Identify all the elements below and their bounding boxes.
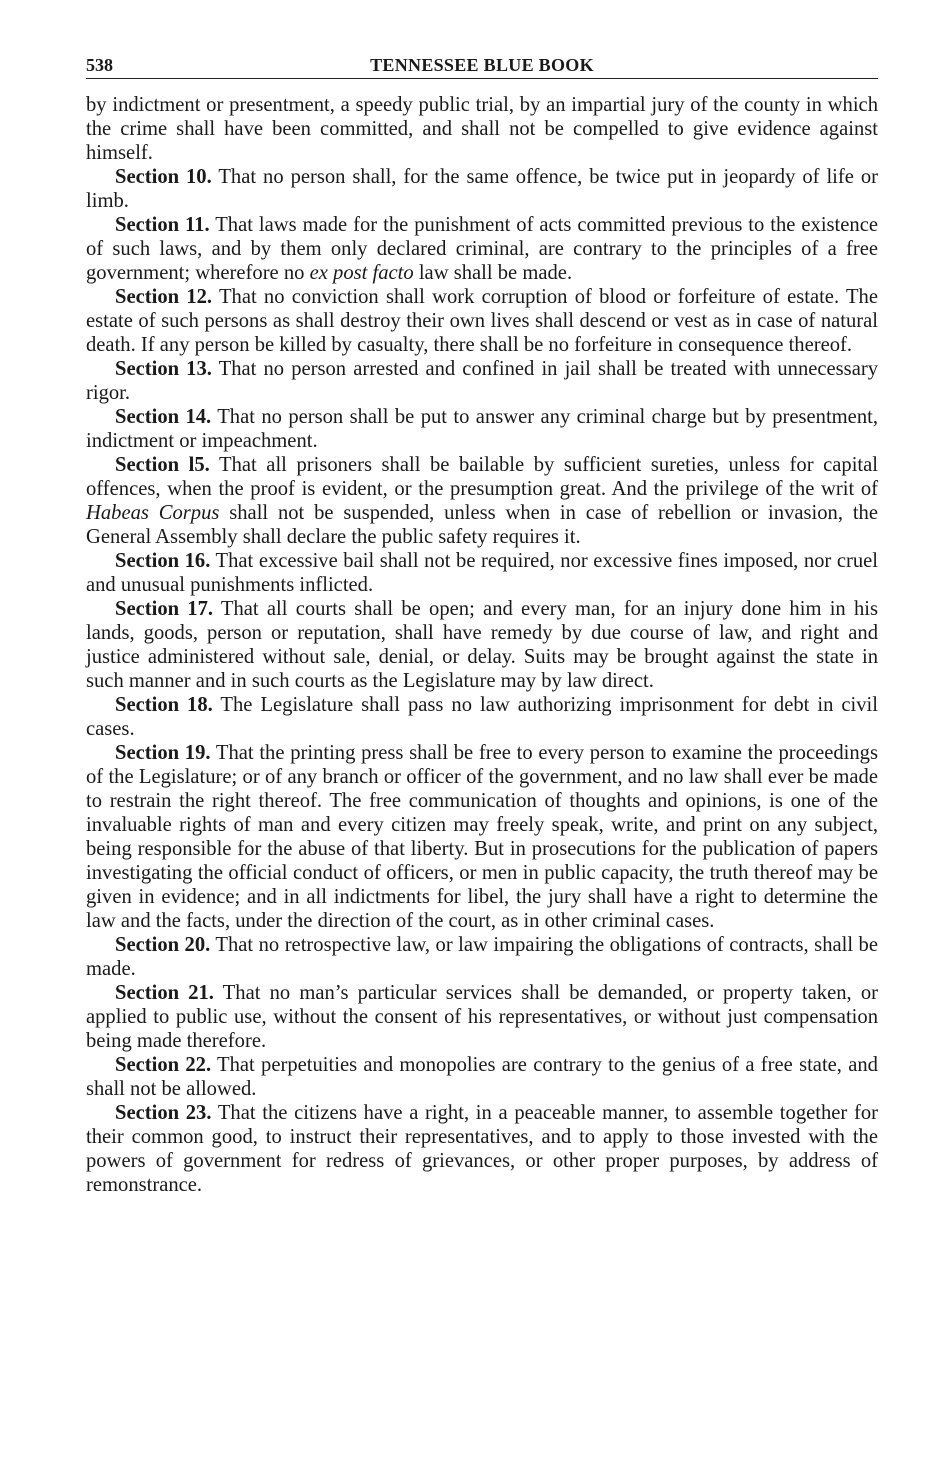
- section-label: Section 12.: [115, 286, 213, 308]
- section-22: [86, 1053, 878, 1101]
- book-title: TENNESSEE BLUE BOOK: [370, 55, 594, 75]
- page-number: 538: [86, 55, 113, 75]
- running-header: [86, 52, 878, 79]
- section-19: [86, 741, 878, 933]
- section-text: That all prisoners shall be bailable by sufficient sureties, unless for capital offences, when the proof is evident, or the presumption great. And the privilege of the writ of: [86, 454, 878, 500]
- section-label: Section 16.: [115, 550, 211, 572]
- section-label: Section 10.: [115, 166, 212, 188]
- section-text: That the citizens have a right, in a peaceable manner, to assemble together for their common good, to instruct their representatives, and to apply to those invested with the powers of government for redress of grievances, or other proper purposes, by address of remonstrance.: [86, 1102, 878, 1196]
- continuation-paragraph: by indictment or presentment, a speedy public trial, by an impartial jury of the county in which the crime shall have been committed, and shall not be compelled to give evidence against himself.: [86, 94, 878, 164]
- section-text: That perpetuities and monopolies are contrary to the genius of a free state, and shall not be allowed.: [86, 1054, 878, 1100]
- section-text: That the printing press shall be free to every person to examine the proceedings of the Legislature; or of any branch or officer of the government, and no law shall ever be made to restrain the right thereof. The free communication of thoughts and opinions, is one of the invaluable rights of man and every citizen may freely speak, write, and print on any subject, being responsible for the abuse of that liberty. But in prosecutions for the publication of papers investigating the official conduct of officers, or men in public capacity, the truth thereof may be given in evidence; and in all indictments for libel, the jury shall have a right to determine the law and the facts, under the direction of the court, as in other criminal cases.: [86, 742, 878, 932]
- section-text: That no person shall, for the same offence, be twice put in jeopardy of life or limb.: [86, 166, 878, 212]
- section-23: [86, 1101, 878, 1197]
- section-italic-term: Habeas Corpus: [86, 502, 220, 524]
- section-label: Section 22.: [115, 1054, 212, 1076]
- section-11: [86, 213, 878, 285]
- document-page: [86, 52, 878, 1197]
- section-label: Section 11.: [115, 214, 210, 236]
- section-label: Section l5.: [115, 454, 210, 476]
- section-text: law shall be made.: [413, 262, 573, 284]
- section-text: The Legislature shall pass no law authorizing imprisonment for debt in civil cases.: [86, 694, 878, 740]
- section-text: That excessive bail shall not be required, nor excessive fines imposed, nor cruel and unusual punishments inflicted.: [86, 550, 878, 596]
- section-label: Section 19.: [115, 742, 211, 764]
- section-12: [86, 285, 878, 357]
- section-text: That no retrospective law, or law impairing the obligations of contracts, shall be made.: [86, 934, 878, 980]
- section-text: That no person shall be put to answer any criminal charge but by presentment, indictment or impeachment.: [86, 406, 878, 452]
- section-italic-term: ex post facto: [309, 262, 414, 284]
- section-text: That all courts shall be open; and every man, for an injury done him in his lands, goods, person or reputation, shall have remedy by due course of law, and right and justice administered without sale, denial, or delay. Suits may be brought against the state in such manner and in such courts as the Legislature may by law direct.: [86, 598, 878, 692]
- section-15: [86, 453, 878, 549]
- section-13: [86, 357, 878, 405]
- section-label: Section 18.: [115, 694, 213, 716]
- section-label: Section 21.: [115, 982, 214, 1004]
- section-18: [86, 693, 878, 741]
- section-text: That no man’s particular services shall be demanded, or property taken, or applied to public use, without the consent of his representatives, or without just compensation being made therefore.: [86, 982, 878, 1052]
- section-label: Section 17.: [115, 598, 214, 620]
- section-text: That laws made for the punishment of acts committed previous to the existence of such laws, and by them only declared criminal, are contrary to the principles of a free government; wherefore no: [86, 214, 878, 284]
- section-text: That no person arrested and confined in jail shall be treated with unnecessary rigor.: [86, 358, 878, 404]
- section-text: That no conviction shall work corruption of blood or forfeiture of estate. The estate of such persons as shall destroy their own lives shall descend or vest as in case of natural death. If any person be killed by casualty, there shall be no forfeiture in consequence thereof.: [86, 286, 878, 356]
- section-text: shall not be suspended, unless when in case of rebellion or invasion, the General Assembly shall declare the public safety requires it.: [86, 502, 878, 548]
- section-label: Section 13.: [115, 358, 212, 380]
- section-17: [86, 597, 878, 693]
- section-20: [86, 933, 878, 981]
- section-label: Section 20.: [115, 934, 211, 956]
- section-label: Section 14.: [115, 406, 212, 428]
- section-10: [86, 165, 878, 213]
- section-label: Section 23.: [115, 1102, 212, 1124]
- body-text: [86, 93, 878, 1197]
- section-21: [86, 981, 878, 1053]
- section-16: [86, 549, 878, 597]
- section-14: [86, 405, 878, 453]
